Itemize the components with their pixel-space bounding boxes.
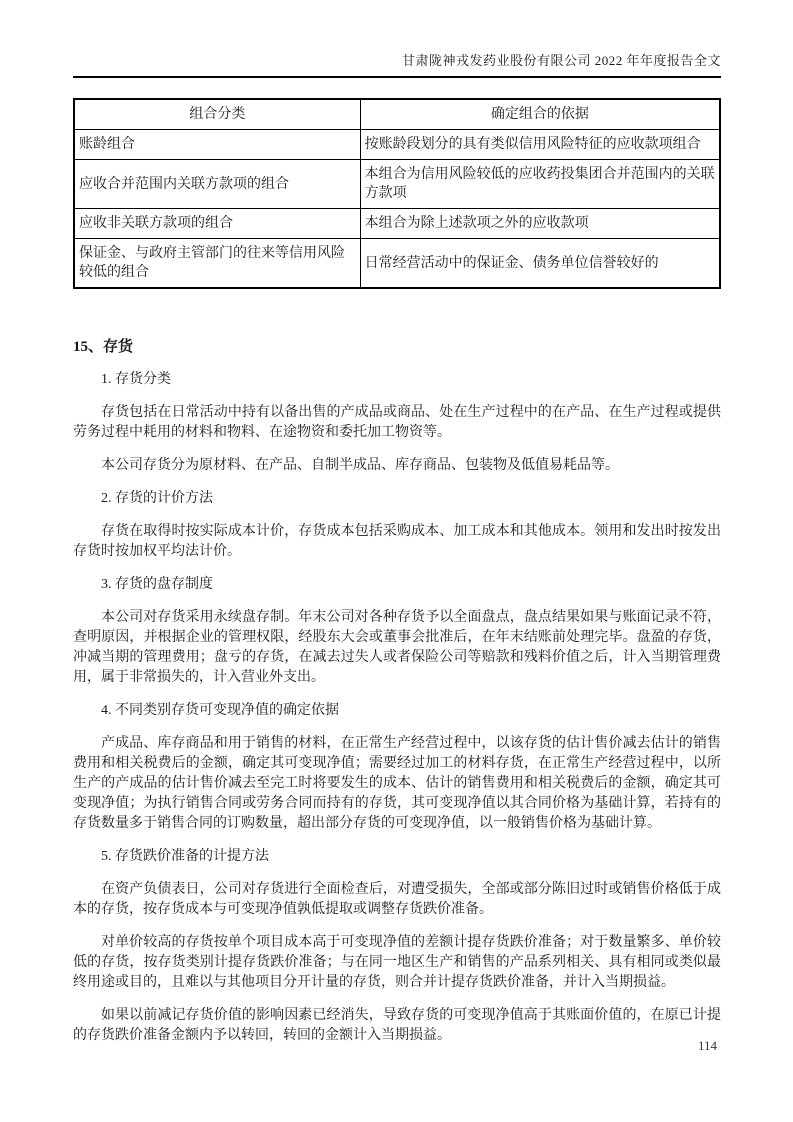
section-item: [73, 575, 721, 688]
category-cell: 应收合并范围内关联方款项的组合: [74, 160, 360, 209]
table-row: [74, 130, 720, 160]
item-heading: 3. 存货的盘存制度: [101, 577, 213, 592]
section-title: 15、存货: [73, 339, 134, 355]
section-item: [73, 370, 721, 476]
section-body: [73, 370, 721, 1046]
paragraph: 存货在取得时按实际成本计价，存货成本包括采购成本、加工成本和其他成本。领用和发出时按发出存货时按加权平均法计价。: [73, 524, 721, 559]
portfolio-table: [73, 98, 721, 289]
paragraph: 产成品、库存商品和用于销售的材料，在正常生产经营过程中，以该存货的估计售价减去估计的销售费用和相关税费后的金额，确定其可变现净值；需要经过加工的材料存货，在正常生产经营过程中，以所生产的产成品的估计售价减去至完工时将要发生的成本、估计的销售费用和相关税费后的金额，确定其可变现净值；为执行销售合同或劳务合同而持有的存货，其可变现净值以其合同价格为基础计算，若持有的存货数量多于销售合同的订购数量，超出部分存货的可变现净值，以一般销售价格为基础计算。: [73, 736, 721, 831]
paragraph: 本公司存货分为原材料、在产品、自制半成品、库存商品、包装物及低值易耗品等。: [101, 458, 619, 473]
category-cell: 保证金、与政府主管部门的往来等信用风险较低的组合: [74, 239, 360, 289]
paragraph: 在资产负债表日，公司对存货进行全面检查后，对遭受损失，全部或部分陈旧过时或销售价格低于成本的存货，按存货成本与可变现净值孰低提取或调整存货跌价准备。: [73, 882, 721, 917]
item-heading: 1. 存货分类: [101, 372, 171, 387]
table-row: [74, 239, 720, 289]
table-row: [74, 209, 720, 239]
header-rule: [73, 76, 721, 78]
item-heading: 5. 存货跌价准备的计提方法: [101, 849, 269, 864]
page-number: 114: [697, 1038, 717, 1053]
category-cell: 应收非关联方款项的组合: [74, 209, 360, 239]
item-heading: 4. 不同类别存货可变现净值的确定依据: [101, 703, 339, 718]
item-heading: 2. 存货的计价方法: [101, 491, 213, 506]
table-row: [74, 160, 720, 209]
table-header-row: [74, 99, 720, 130]
basis-cell: 本组合为信用风险较低的应收药投集团合并范围内的关联方款项: [360, 160, 720, 209]
basis-cell: 按账龄段划分的具有类似信用风险特征的应收款项组合: [360, 130, 720, 160]
table-header-category: 组合分类: [74, 99, 360, 130]
section-item: [73, 701, 721, 834]
basis-cell: 本组合为除上述款项之外的应收款项: [360, 209, 720, 239]
paragraph: 如果以前减记存货价值的影响因素已经消失，导致存货的可变现净值高于其账面价值的，在原已计提的存货跌价准备金额内予以转回，转回的金额计入当期损益。: [73, 1008, 721, 1043]
basis-cell: 日常经营活动中的保证金、债务单位信誉较好的: [360, 239, 720, 289]
paragraph: 存货包括在日常活动中持有以备出售的产成品或商品、处在生产过程中的在产品、在生产过程或提供劳务过程中耗用的材料和物料、在途物资和委托加工物资等。: [73, 405, 721, 440]
paragraph: 本公司对存货采用永续盘存制。年末公司对各种存货予以全面盘点，盘点结果如果与账面记录不符，查明原因，并根据企业的管理权限，经股东大会或董事会批准后，在年末结账前处理完毕。盘盈的存货，冲减当期的管理费用；盘亏的存货，在减去过失人或者保险公司等赔款和残料价值之后，计入当期管理费用，属于非常损失的，计入营业外支出。: [73, 610, 721, 685]
section-item: [73, 847, 721, 1046]
category-cell: 账龄组合: [74, 130, 360, 160]
page-header-title: 甘肃陇神戎发药业股份有限公司 2022 年年度报告全文: [401, 53, 721, 68]
table-header-basis: 确定组合的依据: [360, 99, 720, 130]
section-item: [73, 489, 721, 562]
paragraph: 对单价较高的存货按单个项目成本高于可变现净值的差额计提存货跌价准备；对于数量繁多、单价较低的存货，按存货类别计提存货跌价准备；与在同一地区生产和销售的产品系列相关、具有相同或类似最终用途或目的，且难以与其他项目分开计量的存货，则合并计提存货跌价准备，并计入当期损益。: [73, 935, 721, 990]
